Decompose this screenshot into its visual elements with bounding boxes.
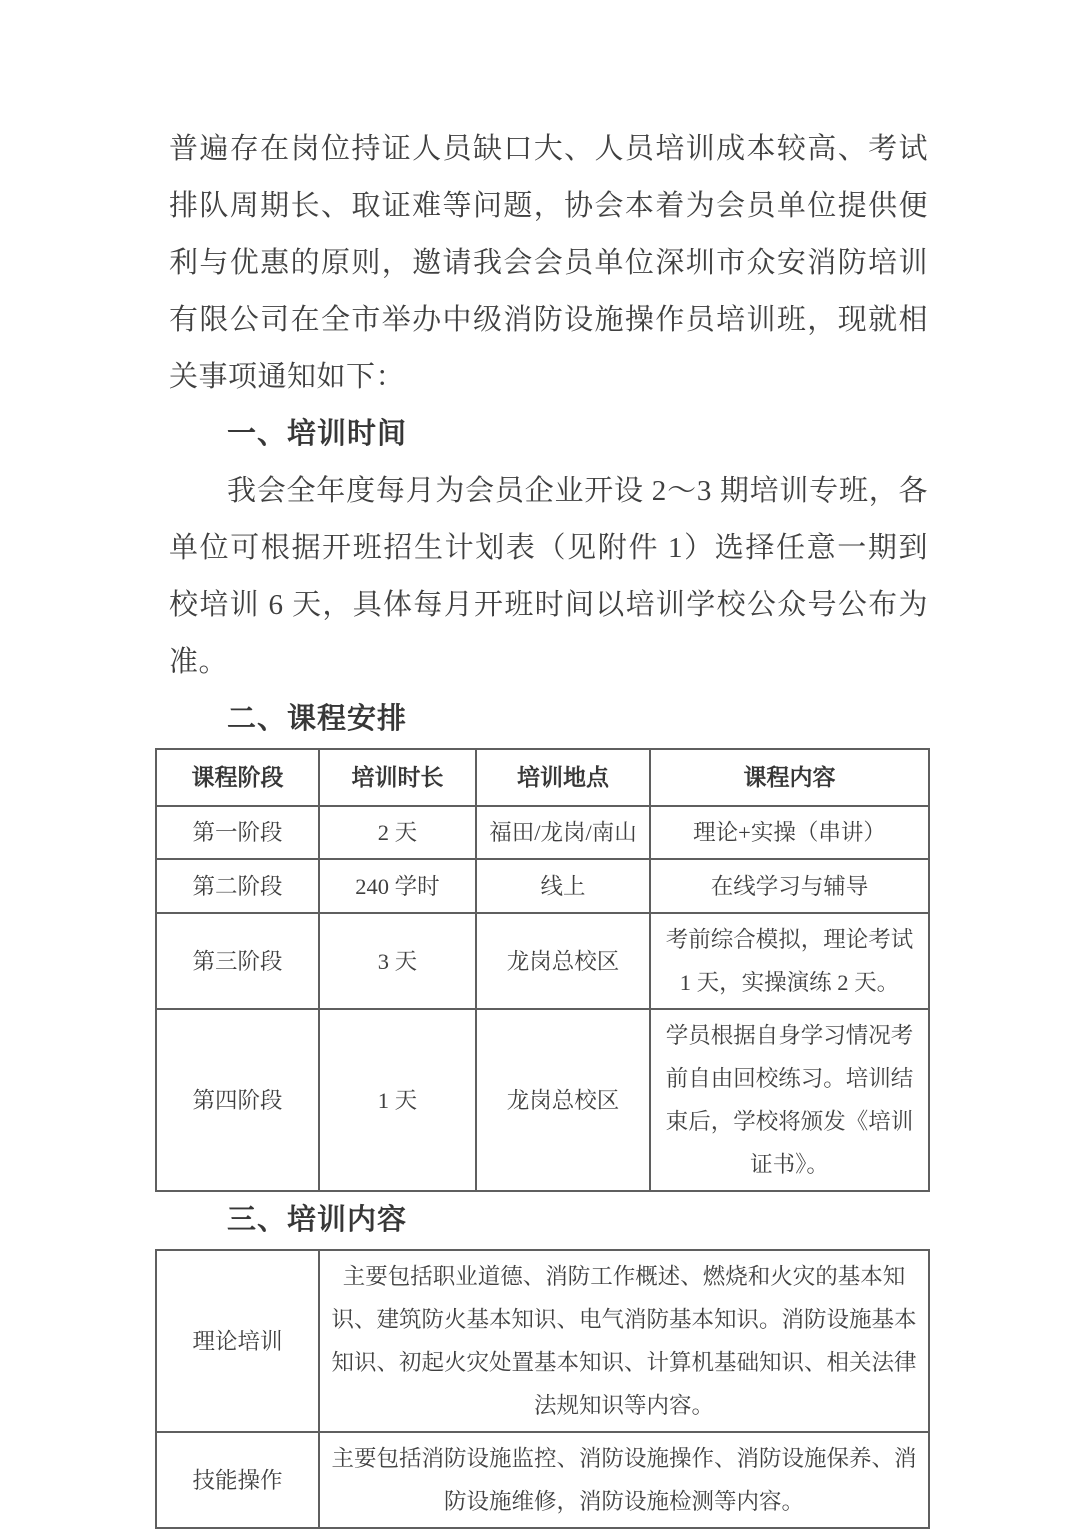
cell-duration: 2 天 bbox=[319, 806, 476, 859]
content-row-skills bbox=[156, 1432, 929, 1528]
section-heading-course-schedule: 二、课程安排 bbox=[227, 703, 408, 735]
column-header-location: 培训地点 bbox=[476, 749, 650, 806]
cell-skills-description: 主要包括消防设施监控、消防设施操作、消防设施保养、消防设施维修，消防设施检测等内容。 bbox=[319, 1432, 929, 1528]
cell-stage: 第一阶段 bbox=[156, 806, 319, 859]
training-time-paragraph: 我会全年度每月为会员企业开设 2～3 期培训专班，各单位可根据开班招生计划表（见附件 1）选择任意一期到校培训 6 天，具体每月开班时间以培训学校公众号公布为准。 bbox=[169, 475, 928, 678]
cell-category-theory: 理论培训 bbox=[156, 1250, 319, 1432]
section-heading-training-content: 三、培训内容 bbox=[227, 1204, 408, 1236]
cell-theory-description: 主要包括职业道德、消防工作概述、燃烧和火灾的基本知识、建筑防火基本知识、电气消防基本知识。消防设施基本知识、初起火灾处置基本知识、计算机基础知识、相关法律法规知识等内容。 bbox=[319, 1250, 929, 1432]
cell-duration: 240 学时 bbox=[319, 859, 476, 913]
schedule-row-stage-1 bbox=[156, 806, 929, 859]
cell-location: 线上 bbox=[476, 859, 650, 913]
cell-location: 福田/龙岗/南山 bbox=[476, 806, 650, 859]
cell-location: 龙岗总校区 bbox=[476, 1009, 650, 1191]
schedule-row-stage-3 bbox=[156, 913, 929, 1009]
column-header-content: 课程内容 bbox=[650, 749, 929, 806]
intro-paragraph: 普遍存在岗位持证人员缺口大、人员培训成本较高、考试排队周期长、取证难等问题，协会本着为会员单位提供便利与优惠的原则，邀请我会会员单位深圳市众安消防培训有限公司在全市举办中级消防设施操作员培训班，现就相关事项通知如下： bbox=[169, 133, 928, 393]
cell-content: 理论+实操（串讲） bbox=[650, 806, 929, 859]
schedule-row-stage-2 bbox=[156, 859, 929, 913]
cell-content: 考前综合模拟，理论考试 1 天，实操演练 2 天。 bbox=[650, 913, 929, 1009]
cell-duration: 1 天 bbox=[319, 1009, 476, 1191]
cell-stage: 第二阶段 bbox=[156, 859, 319, 913]
cell-location: 龙岗总校区 bbox=[476, 913, 650, 1009]
cell-duration: 3 天 bbox=[319, 913, 476, 1009]
schedule-row-stage-4 bbox=[156, 1009, 929, 1191]
cell-category-skills: 技能操作 bbox=[156, 1432, 319, 1528]
schedule-header-row bbox=[156, 749, 929, 806]
cell-stage: 第四阶段 bbox=[156, 1009, 319, 1191]
cell-content: 在线学习与辅导 bbox=[650, 859, 929, 913]
column-header-stage: 课程阶段 bbox=[156, 749, 319, 806]
course-schedule-table bbox=[155, 748, 930, 1192]
cell-content: 学员根据自身学习情况考前自由回校练习。培训结束后，学校将颁发《培训证书》。 bbox=[650, 1009, 929, 1191]
column-header-duration: 培训时长 bbox=[319, 749, 476, 806]
content-row-theory bbox=[156, 1250, 929, 1432]
training-content-table bbox=[155, 1249, 930, 1529]
section-heading-training-time: 一、培训时间 bbox=[227, 418, 408, 450]
cell-stage: 第三阶段 bbox=[156, 913, 319, 1009]
